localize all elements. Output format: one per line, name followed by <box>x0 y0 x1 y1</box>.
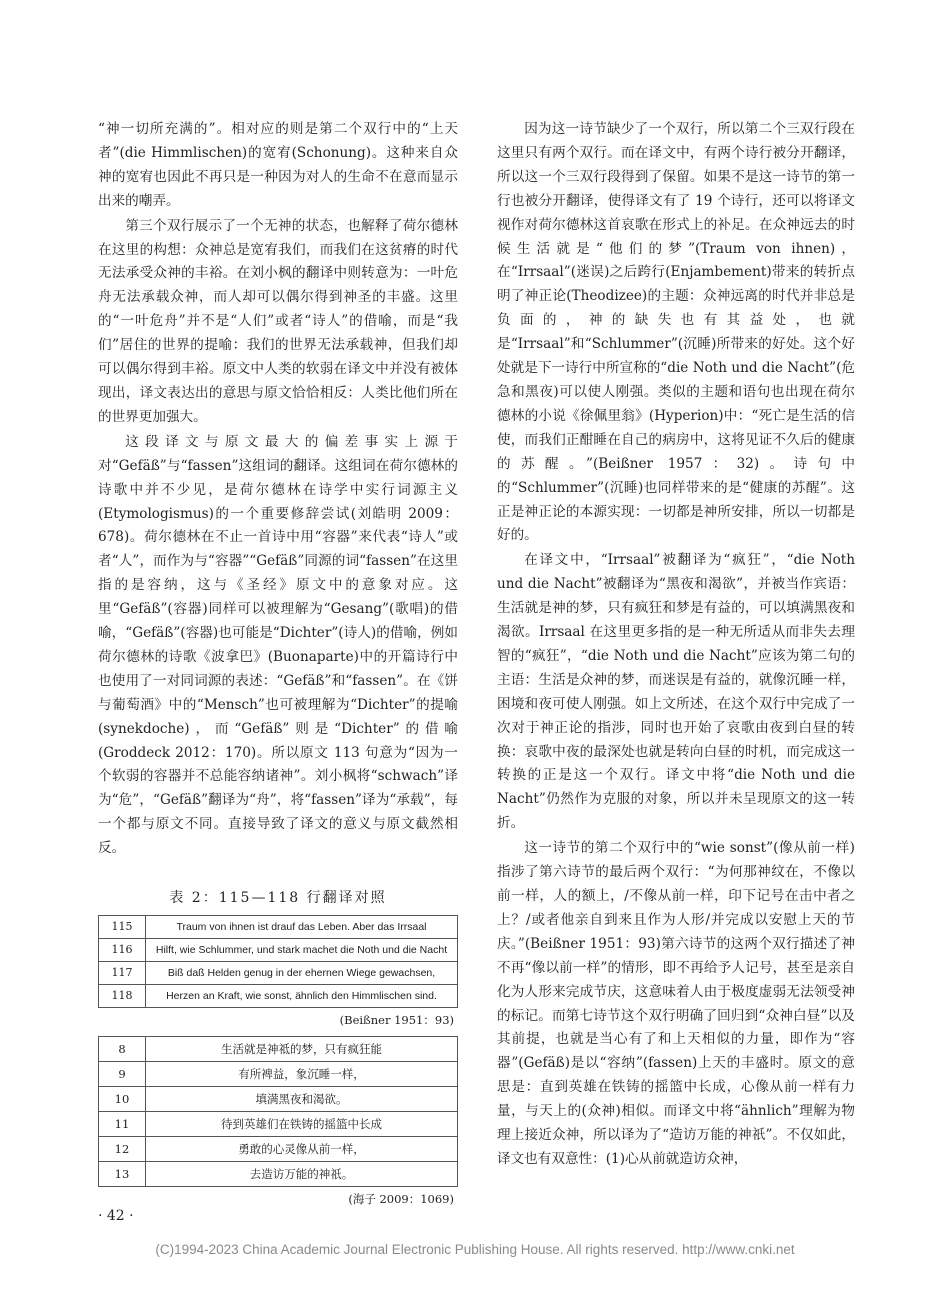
line-number: 11 <box>99 1112 146 1137</box>
line-number: 9 <box>99 1062 146 1087</box>
line-number: 116 <box>99 939 146 962</box>
line-number: 115 <box>99 916 146 939</box>
left-column <box>98 118 458 1215</box>
left-paragraph-2: 第三个双行展示了一个无神的状态，也解释了荷尔德林在这里的构想：众神总是宽宥我们，而我们在这贫瘠的时代无法承受众神的丰裕。在刘小枫的翻译中则转意为：一叶危舟无法承载众神，而人却可以偶尔得到神圣的丰盛。这里的“一叶危舟”并不是“人们”或者“诗人”的借喻，而是“我们”居住的世界的提喻：我们的世界无法承载神，但我们却可以偶尔得到丰裕。原文中人类的软弱在译文中并没有被体现出，译文表达出的意思与原文恰恰相反：人类比他们所在的世界更加强大。 <box>98 217 458 425</box>
left-paragraph-3: 这段译文与原文最大的偏差事实上源于对“Gefäß”与“fassen”这组词的翻译。这组词在荷尔德林的诗歌中并不少见，是荷尔德林在诗学中实行词源主义(Etymologismus)的一个重要修辞尝试(刘皓明 2009：678)。荷尔德林在不止一首诗中用“容器”来代表“诗人”或者“人”，而作为与“容器”“Gefäß”同源的词“fassen”在这里指的是容纳，这与《圣经》原文中的意象对应。这里“Gefäß”(容器)同样可以被理解为“Gesang”(歌唱)的借喻，“Gefäß”(容器)也可能是“Dichter”(诗人)的借喻，例如荷尔德林的诗歌《波拿巴》(Buonaparte)中的开篇诗行中也使用了一对同词源的表述：“Gefäß”和“fassen”。在《饼与葡萄酒》中的“Mensch”也可被理解为“Dichter”的提喻(synekdoche)，而“Gefäß”则是“Dichter”的借喻(Groddeck 2012：170)。所以原文 113 句意为“因为一个软弱的容器并不总能容纳诸神”。刘小枫将“schwach”译为“危”，“Gefäß”翻译为“舟”，将“fassen”译为“承载”，每一个都与原文不同。直接导致了译文的意义与原文截然相反。 <box>98 433 458 857</box>
line-number: 8 <box>99 1037 146 1062</box>
table-row <box>99 916 458 939</box>
chinese-lines-table <box>98 1036 458 1187</box>
table-row <box>99 962 458 985</box>
table-caption: 表 2：115—118 行翻译对照 <box>169 890 387 907</box>
table-row <box>99 1162 458 1187</box>
line-number: 118 <box>99 985 146 1008</box>
german-table-source: (Beißner 1951：93) <box>339 1013 454 1028</box>
line-number: 117 <box>99 962 146 985</box>
page-number: · 42 · <box>98 1208 134 1224</box>
line-number: 12 <box>99 1137 146 1162</box>
table-row <box>99 985 458 1008</box>
table-row <box>99 1087 458 1112</box>
chinese-table-source: (海子 2009：1069) <box>348 1192 454 1207</box>
table-row <box>99 939 458 962</box>
table-row <box>99 1037 458 1062</box>
german-lines-table <box>98 915 458 1008</box>
line-text: 生活就是神祗的梦，只有疯狂能 <box>146 1037 458 1062</box>
right-paragraph-2: 在译文中，“Irrsaal”被翻译为“疯狂”，“die Noth und die Nacht”被翻译为“黑夜和渴欲”，并被当作宾语：生活就是神的梦，只有疯狂和梦是有益的，可以填满黑夜和渴欲。Irrsaal 在这里更多指的是一种无所适从而非失去理智的“疯狂”，“die Noth und die Nacht”应该为第二句的主语：生活是众神的梦，而迷误是有益的，就像沉睡一样，困境和夜可使人刚强。如上文所述，在这个双行中完成了一次对于神正论的指涉，同时也开始了哀歌由夜到白昼的转换：哀歌中夜的最深处也就是转向白昼的时机，而完成这一转换的正是这一个双行。译文中将“die Noth und die Nacht”仍然作为克服的对象，所以并未呈现原文的这一转折。 <box>497 552 855 832</box>
line-number: 13 <box>99 1162 146 1187</box>
line-text: 去造访万能的神祇。 <box>146 1162 458 1187</box>
line-text: Biß daß Helden genug in der ehernen Wiege gewachsen, <box>146 962 458 985</box>
table-row <box>99 1062 458 1087</box>
line-text: 待到英雄们在铁铸的摇篮中长成 <box>146 1112 458 1137</box>
line-text: Hilft, wie Schlummer, und stark machet die Noth und die Nacht <box>146 939 458 962</box>
right-column <box>497 118 855 1173</box>
line-number: 10 <box>99 1087 146 1112</box>
line-text: 填满黑夜和渴欲。 <box>146 1087 458 1112</box>
table-row <box>99 1112 458 1137</box>
line-text: 有所裨益，象沉睡一样， <box>146 1062 458 1087</box>
left-paragraph-1: “神一切所充满的”。相对应的则是第二个双行中的“上天者”(die Himmlischen)的宽宥(Schonung)。这种来自众神的宽宥也因此不再只是一种因为对人的生命不在意而显示出来的嘲弄。 <box>98 121 458 209</box>
line-text: Herzen an Kraft, wie sonst, ähnlich den Himmlischen sind. <box>146 985 458 1008</box>
line-text: Traum von ihnen ist drauf das Leben. Aber das Irrsaal <box>146 916 458 939</box>
line-text: 勇敢的心灵像从前一样， <box>146 1137 458 1162</box>
copyright-footer: (C)1994-2023 China Academic Journal Electronic Publishing House. All rights reserved. http://www.cnki.net <box>155 1242 795 1257</box>
right-paragraph-3: 这一诗节的第二个双行中的“wie sonst”(像从前一样)指涉了第六诗节的最后两个双行：“为何那神纹在，不像以前一样，人的额上，/不像从前一样，印下记号在击中者之上？/或者他亲自到来且作为人形/并完成以安慰上天的节庆。”(Beißner 1951：93)第六诗节的这两个双行描述了神不再“像以前一样”的情形，即不再给予人记号，甚至是亲自化为人形来完成节庆，这意味着人由于极度虚弱无法领受神的标记。而第七诗节这个双行明确了回归到“众神白昼”以及其前提，也就是当心有了和上天相似的力量，即作为“容器”(Gefäß)是以“容纳”(fassen)上天的丰盛时。原文的意思是：直到英雄在铁铸的摇篮中长成，心像从前一样有力量，与天上的(众神)相似。而译文中将“ähnlich”理解为物理上接近众神，所以译为了“造访万能的神祇”。不仅如此，译文也有双意性：(1)心从前就造访众神， <box>497 840 855 1167</box>
table-row <box>99 1137 458 1162</box>
right-paragraph-1: 因为这一诗节缺少了一个双行，所以第二个三双行段在这里只有两个双行。而在译文中，有两个诗行被分开翻译，所以这一个三双行段得到了保留。如果不是这一诗节的第一行也被分开翻译，使得译文有了 19 个诗行，还可以将译文视作对荷尔德林这首哀歌在形式上的补足。在众神远去的时候生活就是“他们的梦”(Traum von ihnen)，在“Irrsaal”(迷误)之后跨行(Enjambement)带来的转折点明了神正论(Theodizee)的主题：众神远离的时代并非总是负面的，神的缺失也有其益处，也就是“Irrsaal”和“Schlummer”(沉睡)所带来的好处。这个好处就是下一诗行中所宣称的“die Noth und die Nacht”(危急和黑夜)可以使人刚强。类似的主题和语句也出现在荷尔德林的小说《徐佩里翁》(Hyperion)中：“死亡是生活的信使，而我们正酣睡在自己的病房中，这将见证不久后的健康的苏醒。”(Beißner 1957：32)。诗句中的“Schlummer”(沉睡)也同样带来的是“健康的苏醒”。这正是神正论的本源实现：一切都是神所安排，所以一切都是好的。 <box>497 121 855 544</box>
